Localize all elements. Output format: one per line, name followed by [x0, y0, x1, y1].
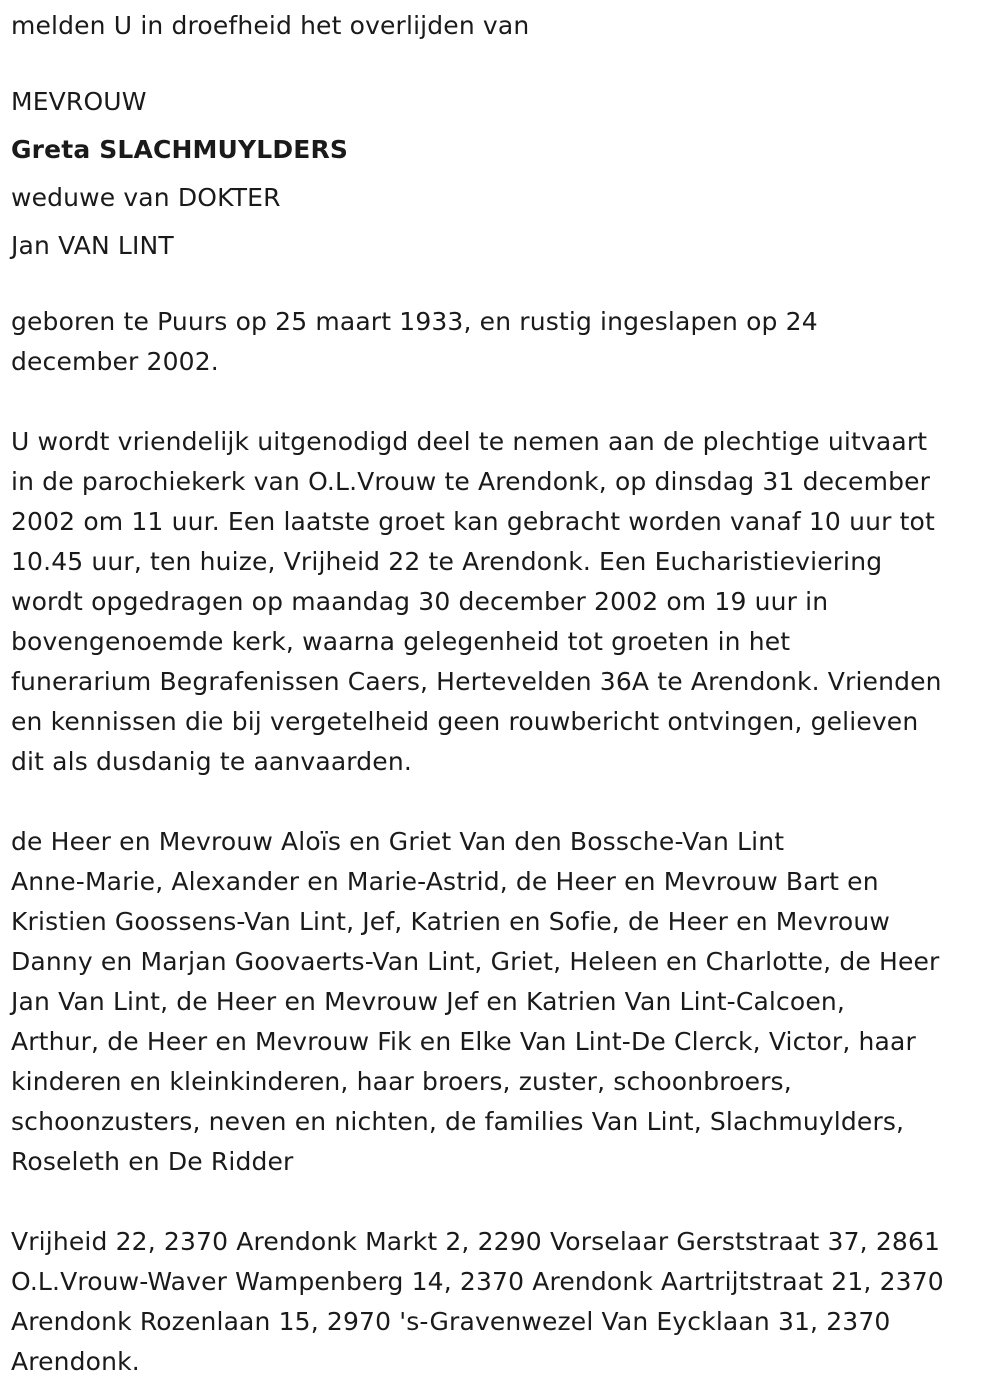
honorific: MEVROUW — [11, 87, 147, 116]
deceased-name: Greta SLACHMUYLDERS — [11, 135, 349, 164]
intro-text: melden U in droefheid het overlijden van — [11, 11, 530, 40]
spacer — [11, 270, 995, 302]
obituary-notice — [11, 6, 995, 1382]
funeral-info-paragraph: U wordt vriendelijk uitgenodigd deel te nemen aan de plechtige uitvaart in de parochiekerk van O.L.Vrouw te Arendonk, op dinsdag 31 december 2002 om 11 uur. Een laatste groet kan gebracht worden vanaf 10 uur tot 10.45 uur, ten huize, Vrijheid 22 te Arendonk. Een Eucharistieviering wordt opgedragen op maandag 30 december 2002 om 19 uur in bovengenoemde kerk, waarna gelegenheid tot groeten in het funerarium Begrafenissen Caers, Hertevelden 36A te Arendonk. Vrienden en kennissen die bij vergetelheid geen rouwbericht ontvingen, gelieven dit als dusdanig te aanvaarden. — [11, 427, 942, 776]
family-paragraph: de Heer en Mevrouw Aloïs en Griet Van den Bossche-Van Lint Anne-Marie, Alexander en Marie-Astrid, de Heer en Mevrouw Bart en Kristien Goossens-Van Lint, Jef, Katrien en Sofie, de Heer en Mevrouw Danny en Marjan Goovaerts-Van Lint, Griet, Heleen en Charlotte, de Heer Jan Van Lint, de Heer en Mevrouw Jef en Katrien Van Lint-Calcoen, Arthur, de Heer en Mevrouw Fik en Elke Van Lint-De Clerck, Victor, haar kinderen en kleinkinderen, haar broers, zuster, schoonbroers, schoonzusters, neven en nichten, de families Van Lint, Slachmuylders, Roseleth en De Ridder — [11, 827, 940, 1176]
spacer — [11, 382, 995, 422]
widow-of-line: weduwe van DOKTER — [11, 183, 281, 212]
addresses-paragraph: Vrijheid 22, 2370 Arendonk Markt 2, 2290 Vorselaar Gerststraat 37, 2861 O.L.Vrouw-Waver Wampenberg 14, 2370 Arendonk Aartrijtstraat 21, 2370 Arendonk Rozenlaan 15, 2970 's-Gravenwezel Van Eycklaan 31, 2370 Arendonk. — [11, 1227, 944, 1376]
spacer — [11, 46, 995, 78]
birth-death-paragraph: geboren te Puurs op 25 maart 1933, en rustig ingeslapen op 24 december 2002. — [11, 307, 818, 376]
spacer — [11, 1182, 995, 1222]
spouse-name: Jan VAN LINT — [11, 231, 174, 260]
spacer — [11, 782, 995, 822]
